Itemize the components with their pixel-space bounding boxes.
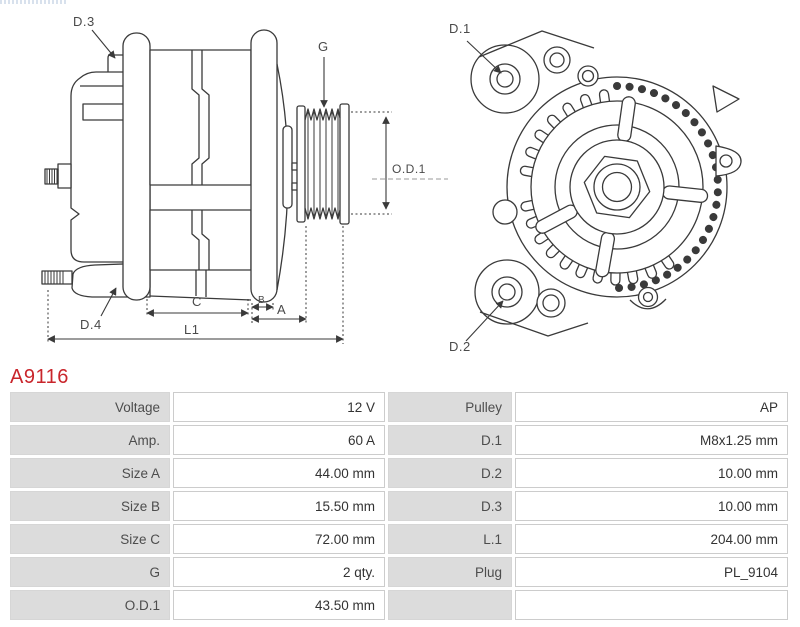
spec-label-cell: Plug [388, 557, 512, 587]
side-view-drawing [42, 30, 349, 302]
dim-label-d4: D.4 [80, 317, 102, 332]
spec-table [10, 392, 788, 620]
spec-label-cell: Size A [10, 458, 170, 488]
front-view-drawing [471, 31, 741, 336]
spec-label-cell: Voltage [10, 392, 170, 422]
spec-label-cell: D.1 [388, 425, 512, 455]
part-number: A9116 [10, 366, 69, 388]
spec-value-cell: 204.00 mm [515, 524, 788, 554]
dim-label-d2: D.2 [449, 339, 471, 354]
dim-label-d1: D.1 [449, 21, 471, 36]
spec-value-cell: 10.00 mm [515, 491, 788, 521]
dim-label-od1: O.D.1 [392, 162, 426, 176]
spec-value-cell: AP [515, 392, 788, 422]
spec-value-cell: 10.00 mm [515, 458, 788, 488]
spec-label-cell: Amp. [10, 425, 170, 455]
dim-label-a: A [277, 302, 287, 317]
dim-label-g: G [318, 39, 329, 54]
spec-label-cell: Pulley [388, 392, 512, 422]
dim-label-d3: D.3 [73, 14, 95, 29]
spec-label-cell [388, 590, 512, 620]
spec-value-cell: PL_9104 [515, 557, 788, 587]
spec-value-cell: 43.50 mm [173, 590, 385, 620]
spec-label-cell: G [10, 557, 170, 587]
d3-leader-line [92, 30, 115, 58]
dim-label-c: C [192, 294, 202, 309]
spec-value-cell: 15.50 mm [173, 491, 385, 521]
spec-label-cell: Size B [10, 491, 170, 521]
spec-value-cell: 72.00 mm [173, 524, 385, 554]
spec-value-cell: M8x1.25 mm [515, 425, 788, 455]
dim-label-b: B [258, 295, 266, 306]
spec-value-cell: 44.00 mm [173, 458, 385, 488]
spec-value-cell [515, 590, 788, 620]
spec-value-cell: 12 V [173, 392, 385, 422]
spec-label-cell: D.3 [388, 491, 512, 521]
spec-label-cell: L.1 [388, 524, 512, 554]
dim-label-l1: L1 [184, 322, 200, 337]
spec-label-cell: D.2 [388, 458, 512, 488]
spec-label-cell: Size C [10, 524, 170, 554]
spec-value-cell: 2 qty. [173, 557, 385, 587]
spec-label-cell: O.D.1 [10, 590, 170, 620]
spec-value-cell: 60 A [173, 425, 385, 455]
